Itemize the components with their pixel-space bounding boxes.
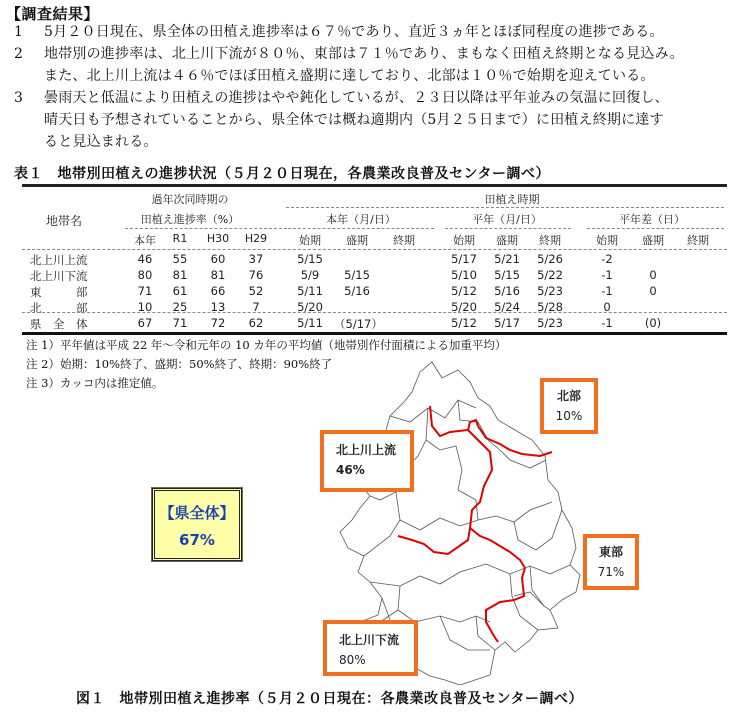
region-name: 北上川上流 (336, 443, 397, 457)
paragraph-line: 曇雨天と低温により田植えの進捗はやや鈍化しているが、２３日以降は平年並みの気温に回復し、 (44, 90, 669, 106)
boundary-west (398, 528, 470, 554)
row-region-name: 北上川下流 (30, 269, 88, 283)
header-end: 終期 (687, 234, 709, 247)
paragraph-number: 3 (14, 90, 24, 106)
header-end: 終期 (539, 234, 561, 247)
cell-normal-year-date: 5/24 (494, 300, 520, 314)
cell-progress: 67 (137, 316, 153, 330)
cell-diff: -1 (601, 268, 613, 282)
row-region-name: 北上川上流 (30, 253, 88, 267)
region-label-east (583, 534, 639, 590)
paragraph-line: 地帯別の進捗率は、北上川下流が８０％、東部は７１％であり、まもなく田植え終期となる見込み。 (44, 46, 684, 62)
region-label-upper-kitakami (320, 430, 414, 492)
region-label-north (540, 378, 598, 434)
figure-caption: 図１ 地帯別田植え進捗率（５月２０日現在：各農業改良普及センター調べ） (76, 691, 583, 707)
cell-normal-year-date: 5/12 (451, 316, 477, 330)
header-progress-line2: 田植え進捗率（%） (140, 213, 240, 226)
region-name: 北上川下流 (339, 633, 400, 647)
cell-progress: 61 (172, 284, 188, 298)
row-region-name: 東 部 (30, 285, 88, 299)
table-title: 表１ 地帯別田植えの進捗状況（５月２０日現在，各農業改良普及センター調べ） (14, 166, 550, 182)
header-this-year: 本年（月/日） (326, 213, 396, 226)
header-col-this-year: 本年 (134, 234, 156, 247)
header-col-h30: H30 (206, 232, 230, 245)
cell-normal-year-date: 5/28 (537, 300, 563, 314)
cell-progress: 72 (210, 316, 226, 330)
cell-diff: -2 (601, 252, 613, 266)
cell-progress: 76 (248, 268, 264, 282)
header-underline (125, 228, 287, 229)
paragraph-2-cont (14, 65, 655, 87)
cell-progress: 10 (137, 300, 153, 314)
cell-normal-year-date: 5/23 (537, 284, 563, 298)
cell-normal-year-date: 5/22 (537, 268, 563, 282)
table-bottom-rule (22, 332, 727, 335)
paragraph-line: 晴天日も予想されていることから、県全体では概ね適期内（5月２５日まで）に田植え終期に達す (44, 112, 664, 128)
table-top-rule (22, 184, 727, 187)
cell-diff: -1 (601, 284, 613, 298)
header-start: 始期 (299, 234, 321, 247)
header-underline (445, 228, 571, 229)
cell-progress: 81 (210, 268, 226, 282)
header-col-r1: R1 (172, 232, 188, 245)
cell-normal-year-date: 5/26 (537, 252, 563, 266)
note-1: 注 1）平年値は平成 22 年～令和元年の 10 カ年の平均値（地帯別作付面積による加重平均） (26, 338, 507, 352)
header-bottom-rule (22, 249, 727, 250)
total-row-rule (22, 312, 727, 313)
paragraph-3 (14, 87, 669, 109)
paragraph-line: 5月２０日現在、県全体の田植え進捗率は６７％であり、直近３ヵ年とほぼ同程度の進捗である。 (44, 24, 664, 40)
header-end: 終期 (393, 234, 415, 247)
cell-normal-year-date: 5/15 (494, 268, 520, 282)
header-peak: 盛期 (346, 234, 368, 247)
paragraph-line: ると見込まれる。 (44, 134, 158, 150)
cell-progress: 46 (137, 252, 153, 266)
cell-normal-year-date: 5/17 (494, 316, 520, 330)
header-col-h29: H29 (244, 232, 268, 245)
note-3: 注 3）カッコ内は推定値。 (26, 376, 164, 390)
cell-progress: 62 (248, 316, 264, 330)
cell-progress: 81 (172, 268, 188, 282)
row-region-name: 県 全 体 (30, 317, 88, 331)
row-region-name: 北 部 (30, 301, 88, 315)
cell-normal-year-date: 5/12 (451, 284, 477, 298)
cell-this-year-date: （5/17） (334, 317, 383, 331)
total-label: 【県全体】 (159, 504, 235, 522)
prefecture-total-box (152, 488, 242, 561)
region-value: 71% (597, 565, 625, 579)
header-underline (587, 228, 724, 229)
region-name: 北部 (556, 389, 581, 403)
cell-progress: 55 (172, 252, 188, 266)
cell-this-year-date: 5/20 (297, 300, 323, 314)
cell-diff: (0) (644, 316, 662, 330)
header-diff: 平年差（日） (619, 213, 685, 226)
cell-normal-year-date: 5/23 (537, 316, 563, 330)
header-underline (288, 228, 434, 229)
cell-progress: 37 (248, 252, 264, 266)
region-name: 東部 (598, 545, 623, 559)
section-heading: 【調査結果】 (6, 5, 100, 23)
paragraph-number: 2 (14, 46, 24, 62)
header-underline (286, 207, 724, 208)
cell-this-year-date: 5/11 (297, 316, 323, 330)
cell-normal-year-date: 5/21 (494, 252, 520, 266)
cell-progress: 60 (210, 252, 226, 266)
header-timing-group: 田植え時期 (484, 193, 540, 206)
cell-this-year-date: 5/15 (344, 268, 370, 282)
cell-diff: 0 (603, 300, 611, 314)
paragraph-1 (14, 21, 664, 43)
cell-progress: 71 (172, 316, 188, 330)
cell-progress: 52 (248, 284, 264, 298)
cell-progress: 13 (210, 300, 226, 314)
paragraph-number: 1 (14, 24, 24, 40)
total-value: 67% (179, 531, 215, 549)
cell-this-year-date: 5/15 (297, 252, 323, 266)
cell-normal-year-date: 5/20 (451, 300, 477, 314)
header-progress-line1: 過年次同時期の (151, 193, 229, 206)
header-normal-year: 平年（月/日） (472, 213, 542, 226)
cell-progress: 71 (137, 284, 153, 298)
paragraph-3-cont-1 (14, 109, 664, 131)
region-boundaries (398, 406, 552, 642)
region-value: 10% (555, 409, 583, 423)
boundary-lower-east (486, 568, 525, 642)
cell-progress: 7 (252, 300, 260, 314)
header-start: 始期 (596, 234, 618, 247)
cell-this-year-date: 5/11 (297, 284, 323, 298)
paragraph-line: また、北上川上流は４６％でほぼ田植え盛期に達しており、北部は１０％で始期を迎えている。 (44, 68, 655, 84)
cell-progress: 25 (172, 300, 188, 314)
header-start: 始期 (453, 234, 475, 247)
header-peak: 盛期 (496, 234, 518, 247)
region-value: 46% (336, 463, 365, 477)
paragraph-2 (14, 43, 684, 65)
cell-normal-year-date: 5/10 (451, 268, 477, 282)
region-value: 80% (339, 653, 366, 667)
cell-progress: 66 (210, 284, 226, 298)
cell-diff: 0 (649, 268, 657, 282)
cell-progress: 80 (137, 268, 153, 282)
region-label-lower-kitakami (323, 620, 418, 676)
note-2: 注 2）始期：10%終了、盛期：50%終了、終期：90%終了 (26, 357, 333, 371)
cell-diff: 0 (649, 284, 657, 298)
header-region: 地帯名 (45, 214, 82, 228)
paragraph-3-cont-2 (14, 131, 158, 153)
cell-normal-year-date: 5/16 (494, 284, 520, 298)
cell-normal-year-date: 5/17 (451, 252, 477, 266)
cell-this-year-date: 5/16 (344, 284, 370, 298)
cell-diff: -1 (601, 316, 613, 330)
cell-this-year-date: 5/9 (300, 268, 320, 282)
boundary-upper-east (468, 430, 492, 528)
header-peak: 盛期 (642, 234, 664, 247)
